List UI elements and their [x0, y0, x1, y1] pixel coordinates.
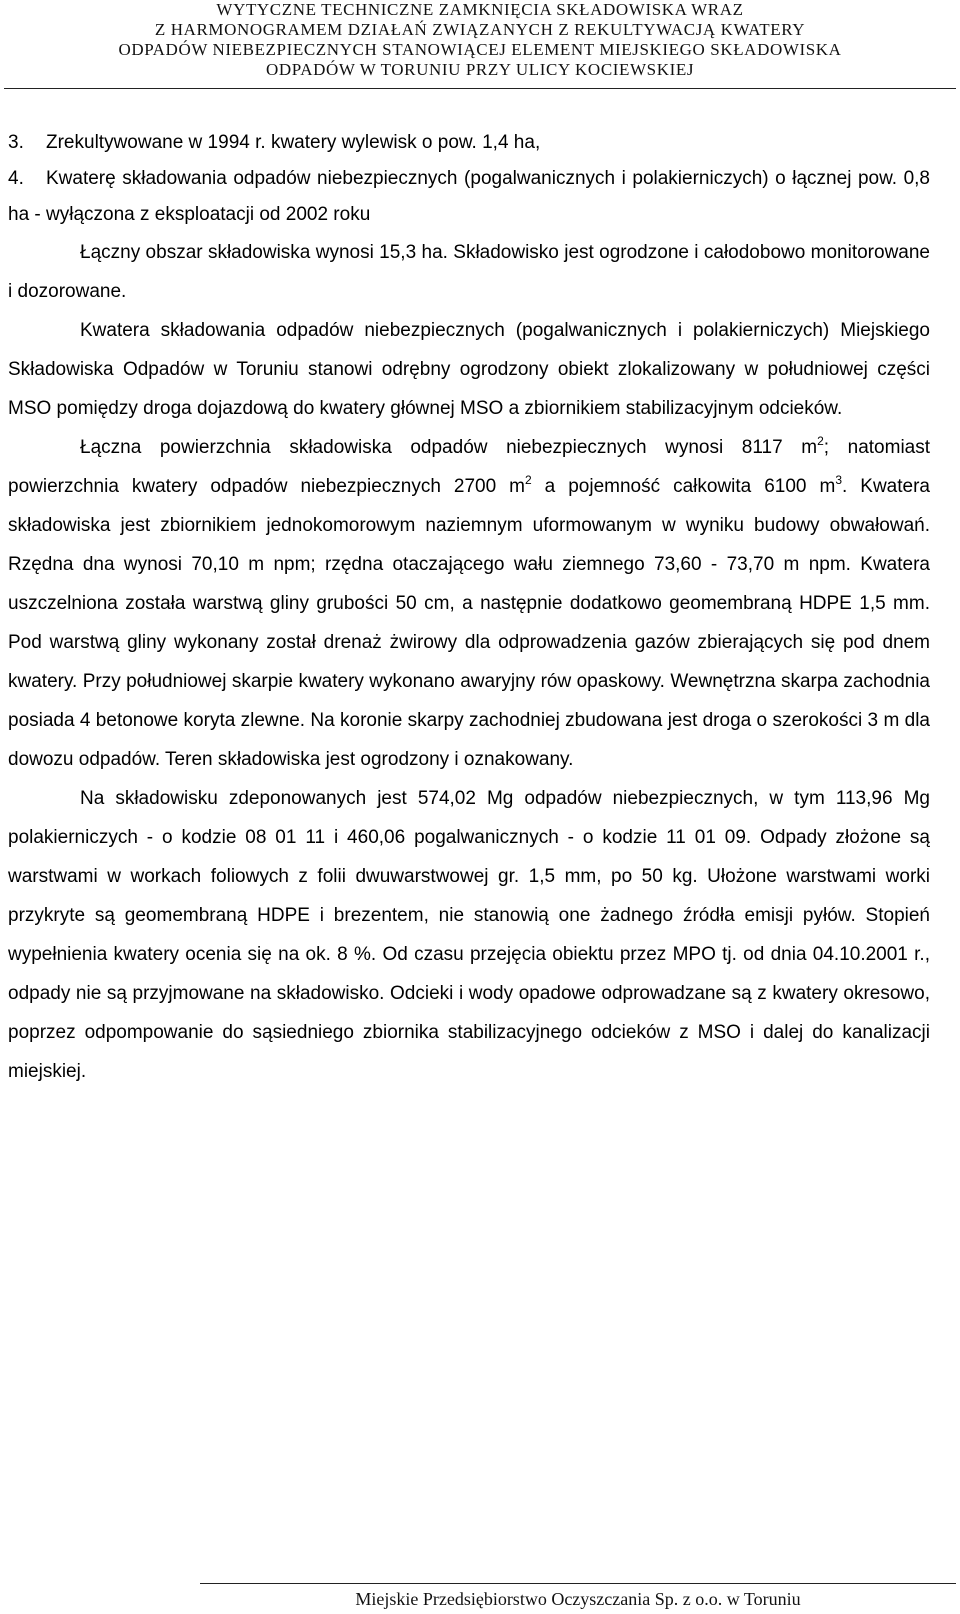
text-run: a pojemność całkowita 6100 m	[531, 476, 836, 497]
paragraph-cell-construction	[8, 428, 930, 779]
superscript: 3	[835, 473, 843, 487]
list-item-text: Kwaterę składowania odpadów niebezpiecznych (pogalwanicznych i polakierniczych) o łącznej pow. 0,8 ha - wyłączona z eksploatacji od 2002 roku	[8, 168, 930, 225]
header-line-3: ODPADÓW NIEBEZPIECZNYCH STANOWIĄCEJ ELEMENT MIEJSKIEGO SKŁADOWISKA	[118, 40, 842, 59]
header-line-1: WYTYCZNE TECHNICZNE ZAMKNIĘCIA SKŁADOWISKA WRAZ	[216, 0, 744, 19]
list-item-number: 4.	[8, 168, 24, 189]
text-run: . Kwatera składowiska jest zbiornikiem jednokomorowym naziemnym uformowanym w wyniku budowy obwałowań. Rzędna dna wynosi 70,10 m npm; rzędna otaczającego wału ziemnego 73,60 - 73,70 m npm. Kwatera uszczelniona została warstwą gliny grubości 50 cm, a następnie dodatkowo geomembraną HDPE 1,5 mm. Pod warstwą gliny wykonany został drenaż żwirowy dla odprowadzenia gazów zbierających się pod dnem kwatery. Przy południowej skarpie kwatery wykonano awaryjny rów opaskowy. Wewnętrzna skarpa zachodnia posiada 4 betonowe koryta zlewne. Na koronie skarpy zachodniej zbudowana jest droga o szerokości 3 m dla dowozu odpadów. Teren składowiska jest ogrodzony i oznakowany.	[8, 476, 930, 770]
document-body	[8, 125, 930, 1091]
list-item	[8, 161, 930, 233]
list-item-number: 3.	[8, 132, 24, 153]
paragraph-deposited-waste: Na składowisku zdeponowanych jest 574,02 Mg odpadów niebezpiecznych, w tym 113,96 Mg polakierniczych - o kodzie 08 01 11 i 460,06 pogalwanicznych - o kodzie 11 01 09. Odpady złożone są warstwami w workach foliowych z folii dwuwarstwowej gr. 1,5 mm, po 50 kg. Ułożone warstwami worki przykryte są geomembraną HDPE i brezentem, nie stanowią one żadnego źródła emisji pyłów. Stopień wypełnienia kwatery ocenia się na ok. 8 %. Od czasu przejęcia obiektu przez MPO tj. od dnia 04.10.2001 r., odpady nie są przyjmowane na składowisko. Odcieki i wody opadowe odprowadzane są z kwatery okresowo, poprzez odpompowanie do sąsiedniego zbiornika stabilizacyjnego odcieków z MSO i dalej do kanalizacji miejskiej.	[8, 788, 930, 1082]
paragraph-area-summary: Łączny obszar składowiska wynosi 15,3 ha. Składowisko jest ogrodzone i całodobowo monitorowane i dozorowane.	[8, 242, 930, 302]
list-item	[8, 125, 930, 161]
text-run: ; natomiast powierzchnia kwatery odpadów niebezpiecznych 2700 m	[8, 437, 931, 497]
header-line-2: Z HARMONOGRAMEM DZIAŁAŃ ZWIĄZANYCH Z REKULTYWACJĄ KWATERY	[154, 20, 806, 39]
header-divider	[4, 88, 956, 89]
header-line-4: ODPADÓW W TORUNIU PRZY ULICY KOCIEWSKIEJ	[265, 60, 695, 79]
superscript: 2	[525, 473, 532, 487]
document-footer: Miejskie Przedsiębiorstwo Oczyszczania Sp. z o.o. w Toruniu	[355, 1589, 801, 1609]
document-header	[0, 0, 960, 80]
list-item-text: Zrekultywowane w 1994 r. kwatery wylewisk o pow. 1,4 ha,	[46, 132, 541, 153]
superscript: 2	[817, 434, 824, 448]
text-run: Łączna powierzchnia składowiska odpadów niebezpiecznych wynosi 8117 m	[80, 437, 818, 458]
paragraph-cell-location: Kwatera składowania odpadów niebezpiecznych (pogalwanicznych i polakierniczych) Miejskiego Składowiska Odpadów w Toruniu stanowi odrębny ogrodzony obiekt zlokalizowany w południowej części MSO pomiędzy droga dojazdową do kwatery głównej MSO a zbiornikiem stabilizacyjnym odcieków.	[8, 320, 930, 419]
footer-divider	[200, 1583, 956, 1584]
